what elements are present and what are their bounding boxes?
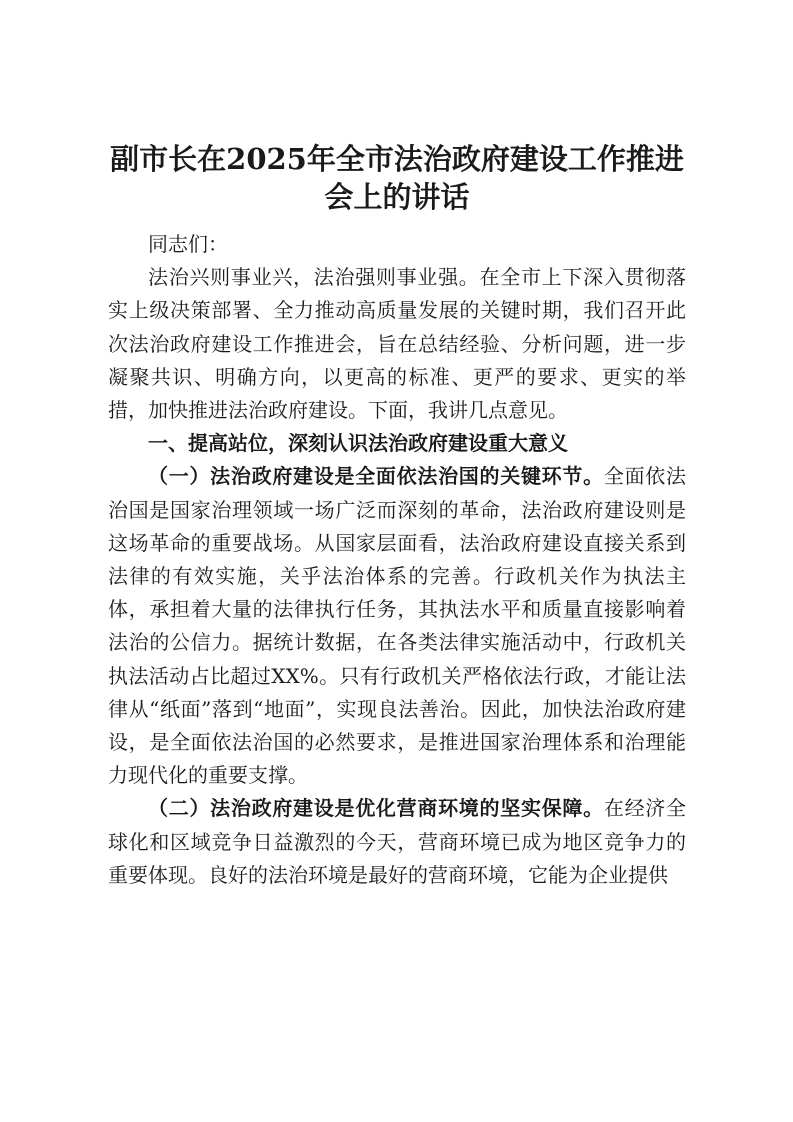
section-heading-1: 一、提高站位，深刻认识法治政府建设重大意义 <box>148 431 568 456</box>
subsection-2-paragraph <box>108 792 686 892</box>
document-page <box>108 140 686 892</box>
subsection-2-body: 在经济全球化和区域竞争日益激烈的今天，营商环境已成为地区竞争力的重要体现。良好的法治环境是最好的营商环境，它能为企业提供 <box>108 796 687 887</box>
subsection-1-paragraph <box>108 460 686 792</box>
salutation: 同志们： <box>148 232 228 256</box>
subsection-1-body: 全面依法治国是国家治理领域一场广泛而深刻的革命，法治政府建设则是这场革命的重要战场。从国家层面看，法治政府建设直接关系到法律的有效实施，关乎法治体系的完善。行政机关作为执法主体，承担着大量的法律执行任务，其执法水平和质量直接影响着法治的公信力。据统计数据，在各类法律实施活动中，行政机关执法活动占比超过XX%。只有行政机关严格依法行政，才能让法律从“纸面”落到“地面”，实现良法善治。因此，加快法治政府建设，是全面依法治国的必然要求，是推进国家治理体系和治理能力现代化的重要支撑。 <box>108 464 687 788</box>
title-line-1: 副市长在2025年全市法治政府建设工作推进 <box>110 142 684 176</box>
title-line-2: 会上的讲话 <box>324 180 470 214</box>
document-body <box>108 228 686 892</box>
subsection-1-heading: （一）法治政府建设是全面依法治国的关键环节。 <box>148 464 604 489</box>
subsection-2-heading: （二）法治政府建设是优化营商环境的坚实保障。 <box>148 796 604 821</box>
document-title <box>108 140 686 216</box>
intro-paragraph: 法治兴则事业兴，法治强则事业强。在全市上下深入贯彻落实上级决策部署、全力推动高质量发展的关键时期，我们召开此次法治政府建设工作推进会，旨在总结经验、分析问题，进一步凝聚共识、明确方向，以更高的标准、更严的要求、更实的举措，加快推进法治政府建设。下面，我讲几点意见。 <box>108 265 686 423</box>
